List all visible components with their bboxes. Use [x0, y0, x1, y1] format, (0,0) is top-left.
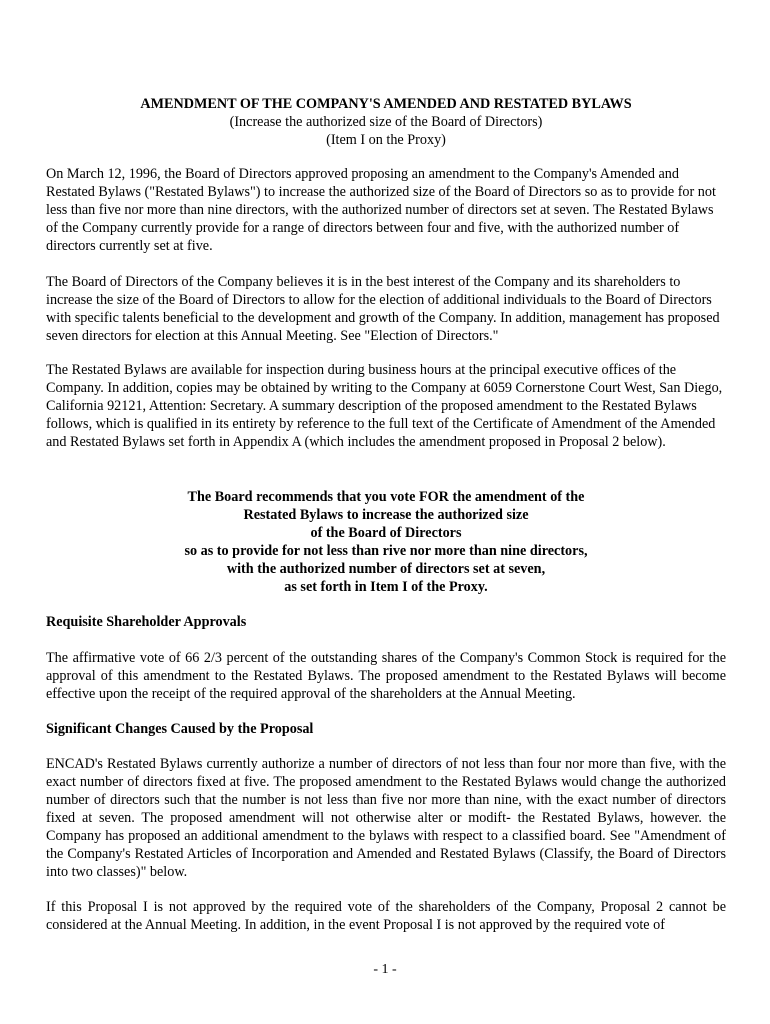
page-number: - 1 -: [373, 962, 397, 977]
recommendation-line: of the Board of Directors: [310, 525, 462, 541]
significant-changes-heading: Significant Changes Caused by the Proposal: [46, 721, 314, 737]
paragraph-3: The Restated Bylaws are available for inspection during business hours at the principal executive offices of the Company. In addition, copies may be obtained by writing to the Company at 6059 Cornerstone Court West, San Diego, California 92121, Attention: Secretary. A summary description of the proposed amendment to the Restated Bylaws follows, which is qualified in its entirety by reference to the full text of the Certificate of Amendment of the Amended and Restated Bylaws set forth in Appendix A (which includes the amendment proposed in Proposal 2 below).: [46, 362, 723, 450]
heading-title: AMENDMENT OF THE COMPANY'S AMENDED AND RESTATED BYLAWS: [140, 96, 632, 112]
recommendation-line: with the authorized number of directors set at seven,: [226, 561, 546, 577]
requisite-approvals-heading: Requisite Shareholder Approvals: [46, 614, 247, 630]
requisite-approvals-text: The affirmative vote of 66 2/3 percent of the outstanding shares of the Company's Common Stock is required for the approval of this amendment to the Restated Bylaws. The proposed amendment to the Restated Bylaws will become effective upon the receipt of the required approval of the shareholders at the Annual Meeting.: [46, 650, 726, 702]
recommendation-line: Restated Bylaws to increase the authorized size: [243, 507, 529, 523]
significant-changes-text: ENCAD's Restated Bylaws currently authorize a number of directors of not less than four nor more than five, with the exact number of directors fixed at five. The proposed amendment to the Restated Bylaws would change the authorized number of directors such that the number is not less than five nor more than nine, with the exact number of directors fixed at seven. The proposed amendment will not otherwise alter or modift- the Restated Bylaws, however. the Company has proposed an additional amendment to the bylaws with respect to a classified board. See "Amendment of the Company's Restated Articles of Incorporation and Amended and Restated Bylaws (Classify, the Board of Directors into two classes)" below.: [46, 756, 726, 880]
recommendation-line: as set forth in Item I of the Proxy.: [284, 579, 488, 595]
board-recommendation: [46, 488, 726, 596]
recommendation-line: The Board recommends that you vote FOR the amendment of the: [187, 489, 585, 505]
paragraph-2: The Board of Directors of the Company believes it is in the best interest of the Company and its shareholders to increase the size of the Board of Directors to allow for the election of additional individuals to the Board of Directors with specific talents beneficial to the development and growth of the Company. In addition, management has proposed seven directors for election at this Annual Meeting. See "Election of Directors.": [46, 274, 720, 344]
proposal-approval-text: If this Proposal I is not approved by the required vote of the shareholders of the Company, Proposal 2 cannot be considered at the Annual Meeting. In addition, in the event Proposal I is not approved by the required vote of: [46, 899, 726, 933]
recommendation-line: so as to provide for not less than rive nor more than nine directors,: [184, 543, 588, 559]
heading-subtitle-1: (Increase the authorized size of the Board of Directors): [229, 114, 543, 130]
document-heading: [46, 95, 726, 149]
paragraph-1: On March 12, 1996, the Board of Directors approved proposing an amendment to the Company's Amended and Restated Bylaws ("Restated Bylaws") to increase the authorized size of the Board of Directors so as to provide for not less than five nor more than nine directors, with the authorized number of directors set at seven. The Restated Bylaws of the Company currently provide for a range of directors between four and five, with the authorized number of directors currently set at five.: [46, 166, 716, 254]
heading-subtitle-2: (Item I on the Proxy): [326, 132, 446, 148]
